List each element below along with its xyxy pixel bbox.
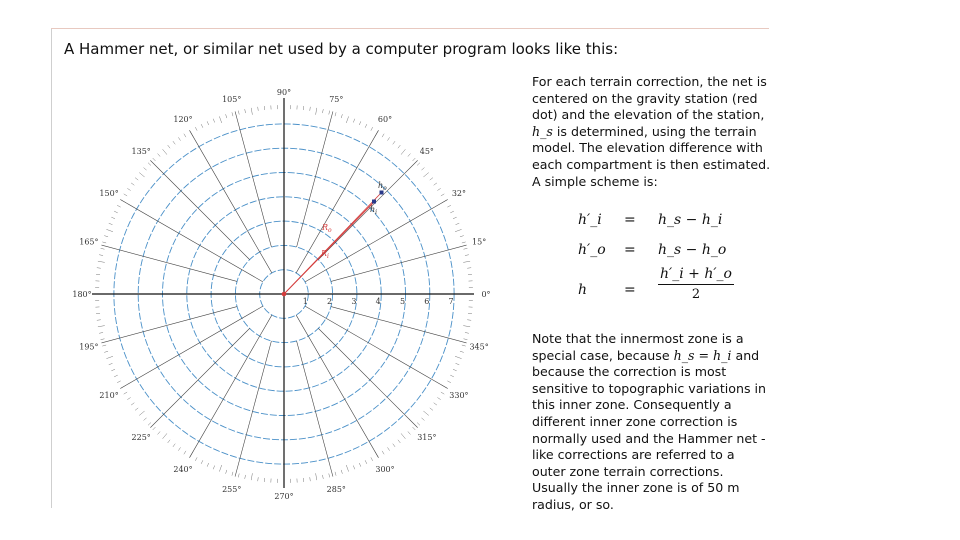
rim-tick <box>98 261 105 262</box>
rim-tick <box>195 127 197 131</box>
angle-label-15: 225° <box>131 432 151 442</box>
rim-tick <box>109 223 113 224</box>
inner-radius-label: $R_i$ <box>321 249 329 260</box>
equation-outer-rhs: h_s − h_o <box>658 242 727 258</box>
rim-tick <box>124 392 127 394</box>
rim-tick <box>464 339 468 340</box>
angle-label-0: 0° <box>481 290 491 299</box>
station-elevation-symbol: h_s <box>532 123 553 139</box>
rim-tick <box>117 381 121 383</box>
rim-tick <box>353 466 354 470</box>
equation-average-lhs: h <box>578 282 588 298</box>
angle-label-2: 32° <box>451 189 467 198</box>
angle-label-19: 285° <box>326 485 346 495</box>
spoke-13 <box>101 307 237 343</box>
rim-tick <box>104 351 108 352</box>
paragraph-method <box>532 74 772 190</box>
rim-tick <box>195 457 197 461</box>
rim-tick <box>387 447 389 450</box>
rim-tick <box>460 236 464 237</box>
rim-tick <box>382 451 384 454</box>
radius-label-2: 2 <box>327 297 333 306</box>
equation-outer <box>572 236 772 266</box>
spoke-23 <box>331 307 467 343</box>
rim-tick <box>213 119 214 123</box>
radius-label-7: 7 <box>448 297 454 306</box>
station-markers <box>282 181 387 296</box>
inner-zone-expression: h_s = h_i <box>673 347 732 363</box>
rim-tick <box>117 205 121 207</box>
radius-label-3: 3 <box>351 297 357 306</box>
rim-tick <box>251 108 252 115</box>
rim-tick <box>106 229 113 231</box>
angle-label-1: 15° <box>472 237 487 247</box>
paragraph-inner-zone <box>532 331 772 514</box>
rim-tick <box>111 369 115 371</box>
rim-tick <box>441 194 444 196</box>
rim-tick <box>135 408 138 410</box>
angle-label-4: 60° <box>377 115 393 125</box>
paragraph-method-part2: is determined, using the terrain model. The elevation difference with each compartment is then estimated. A simple scheme is: <box>532 123 771 189</box>
rim-tick <box>245 475 246 479</box>
radius-label-1: 1 <box>302 297 308 306</box>
angle-label-18: 270° <box>274 492 294 501</box>
rim-tick <box>322 475 323 479</box>
rim-tick <box>245 109 246 113</box>
rim-tick <box>423 411 428 415</box>
rim-tick <box>232 472 233 476</box>
rim-tick <box>97 320 101 321</box>
angle-label-10: 150° <box>99 189 119 198</box>
equation-outer-lhs: h′_o <box>578 242 606 258</box>
fraction-denominator: 2 <box>691 287 701 302</box>
rim-tick <box>258 477 259 481</box>
rim-tick <box>106 356 113 358</box>
rim-tick <box>421 168 424 171</box>
rim-tick <box>401 433 405 438</box>
rim-tick <box>467 268 471 269</box>
rim-tick <box>359 121 361 125</box>
rim-tick <box>464 248 468 249</box>
rim-tick <box>447 205 451 207</box>
rim-tick <box>450 375 454 377</box>
spoke-7 <box>235 111 271 247</box>
rim-tick <box>413 427 416 430</box>
rim-tick <box>417 423 420 426</box>
rim-tick <box>393 444 395 447</box>
rim-tick <box>456 223 460 224</box>
rim-tick <box>219 116 221 123</box>
rim-tick <box>441 392 444 394</box>
rim-tick <box>413 158 416 161</box>
equation-inner-lhs: h′_i <box>578 212 602 228</box>
rim-tick <box>341 114 342 118</box>
rim-tick <box>467 320 471 321</box>
outer-radius-label: $R_o$ <box>322 223 332 234</box>
rim-tick <box>398 440 400 443</box>
paragraph-inner-zone-part1: Note that the innermost zone is a special case, because <box>532 331 744 363</box>
rim-tick <box>135 178 138 180</box>
rim-tick <box>316 108 317 115</box>
spoke-17 <box>235 341 271 477</box>
rim-tick <box>139 173 144 177</box>
rim-tick <box>465 332 469 333</box>
rim-tick <box>251 473 252 480</box>
fraction-bar <box>658 284 734 285</box>
angle-label-9: 135° <box>131 147 151 157</box>
rim-tick <box>465 255 469 256</box>
rim-tick <box>153 427 156 430</box>
rim-tick <box>359 463 361 467</box>
rim-tick <box>99 332 103 333</box>
angle-label-13: 195° <box>79 342 99 352</box>
angle-label-11: 165° <box>79 237 99 247</box>
rim-tick <box>371 127 373 131</box>
radius-label-5: 5 <box>399 297 406 306</box>
paragraph-inner-zone-part2: and because the correction is most sensitive to topographic variations in this inner zone. Consequently a different inner zone correction is normally used and the Hammer net - like corrections are referred to a outer zone terrain corrections. Usually the inner zone is of 50 m radius, or so. <box>532 347 767 512</box>
rim-tick <box>226 114 227 118</box>
rim-tick <box>158 431 161 434</box>
spoke-19 <box>297 341 333 477</box>
rim-tick <box>322 109 323 113</box>
spoke-1 <box>331 245 467 281</box>
rim-tick <box>102 345 106 346</box>
rim-tick <box>148 423 151 426</box>
rim-tick <box>184 451 186 454</box>
angle-label-16: 240° <box>173 464 193 474</box>
equation-inner <box>572 206 772 236</box>
rim-tick <box>447 381 451 383</box>
rim-tick <box>417 163 420 166</box>
spoke-11 <box>101 245 237 281</box>
rim-tick <box>310 107 311 111</box>
equation-inner-equals: = <box>624 212 636 228</box>
rim-tick <box>207 121 209 125</box>
rim-tick <box>365 124 367 128</box>
rim-tick <box>462 242 466 243</box>
fraction-numerator: h′_i + h′_o <box>660 266 732 282</box>
rim-tick <box>201 460 203 464</box>
rim-tick <box>124 194 127 196</box>
rim-tick <box>335 112 336 116</box>
rim-tick <box>401 149 405 154</box>
equation-average <box>572 266 772 310</box>
rim-tick <box>430 408 433 410</box>
rim-tick <box>462 345 466 346</box>
equation-outer-equals: = <box>624 242 636 258</box>
angle-label-3: 45° <box>419 147 434 157</box>
rim-tick <box>453 217 457 219</box>
rim-tick <box>101 339 105 340</box>
rim-tick <box>423 173 428 177</box>
rim-tick <box>346 465 348 472</box>
rim-tick <box>456 363 460 364</box>
rim-tick <box>434 403 437 405</box>
rim-tick <box>104 236 108 237</box>
angle-label-17: 255° <box>222 485 242 495</box>
angle-label-7: 105° <box>222 94 242 104</box>
rim-tick <box>111 217 115 219</box>
rim-tick <box>335 472 336 476</box>
angle-label-22: 330° <box>449 391 469 400</box>
rim-tick <box>101 248 105 249</box>
rim-tick <box>310 477 311 481</box>
equation-average-fraction <box>658 266 734 302</box>
rim-tick <box>450 211 454 213</box>
rim-tick <box>329 111 330 115</box>
rim-tick <box>127 397 130 399</box>
angle-label-8: 120° <box>173 115 193 125</box>
rim-tick <box>148 163 151 166</box>
rim-tick <box>201 124 203 128</box>
rim-tick <box>453 369 457 371</box>
radius-label-6: 6 <box>424 297 430 306</box>
radius-label-4: 4 <box>375 297 381 306</box>
rim-tick <box>329 474 330 478</box>
rim-tick <box>393 141 395 144</box>
slide-heading: A Hammer net, or similar net used by a computer program looks like this: <box>64 40 619 58</box>
rim-tick <box>184 134 186 137</box>
rim-tick <box>127 188 130 190</box>
rim-tick <box>232 112 233 116</box>
rim-tick <box>463 326 470 327</box>
rim-tick <box>213 466 214 470</box>
rim-tick <box>341 470 342 474</box>
rim-tick <box>238 474 239 478</box>
rim-tick <box>168 440 170 443</box>
equation-inner-rhs: h_s − h_i <box>658 212 723 228</box>
rim-tick <box>163 149 167 154</box>
rim-tick <box>98 326 105 327</box>
rim-tick <box>178 137 180 140</box>
rim-tick <box>353 119 354 123</box>
inner-point-label: $h_i$ <box>370 205 378 216</box>
rim-tick <box>463 261 470 262</box>
rim-tick <box>158 154 161 157</box>
rim-tick <box>382 134 384 137</box>
rim-tick <box>102 242 106 243</box>
rim-tick <box>163 433 167 438</box>
rim-tick <box>178 447 180 450</box>
outer-point-label: $h_o$ <box>378 181 387 192</box>
rim-tick <box>144 168 147 171</box>
rim-tick <box>421 418 424 421</box>
rim-tick <box>207 463 209 467</box>
rim-tick <box>114 375 118 377</box>
rim-tick <box>131 183 134 185</box>
angle-label-20: 300° <box>375 464 395 474</box>
angle-label-14: 210° <box>99 391 119 400</box>
rim-tick <box>398 145 400 148</box>
rim-tick <box>219 465 221 472</box>
angle-label-21: 315° <box>417 432 437 442</box>
rim-tick <box>365 460 367 464</box>
angle-label-12: 180° <box>72 290 92 299</box>
rim-tick <box>131 403 134 405</box>
rim-tick <box>430 178 433 180</box>
rim-tick <box>238 111 239 115</box>
rim-tick <box>258 107 259 111</box>
angle-label-23: 345° <box>469 342 489 352</box>
angle-label-5: 75° <box>329 94 344 104</box>
rim-tick <box>153 158 156 161</box>
rim-tick <box>437 188 440 190</box>
rim-tick <box>455 229 462 231</box>
rim-tick <box>437 397 440 399</box>
rim-tick <box>114 211 118 213</box>
rim-tick <box>387 137 389 140</box>
rim-tick <box>173 444 175 447</box>
rim-tick <box>99 255 103 256</box>
rim-tick <box>460 351 464 352</box>
rim-tick <box>144 418 147 421</box>
rim-tick <box>173 141 175 144</box>
rim-tick <box>316 473 317 480</box>
gravity-station-dot <box>282 292 287 297</box>
rim-tick <box>168 145 170 148</box>
rim-tick <box>346 116 348 123</box>
paragraph-method-part1: For each terrain correction, the net is centered on the gravity station (red dot) and the elevation of the station, <box>532 74 767 123</box>
inner-point-marker <box>372 200 376 204</box>
rim-tick <box>455 356 462 358</box>
angle-label-6: 90° <box>276 88 292 97</box>
rim-tick <box>408 154 411 157</box>
rim-tick <box>97 268 101 269</box>
rim-tick <box>139 411 144 415</box>
equation-average-equals: = <box>624 282 636 298</box>
rim-tick <box>109 363 113 364</box>
rim-tick <box>226 470 227 474</box>
rim-tick <box>434 183 437 185</box>
rim-tick <box>371 457 373 461</box>
rim-tick <box>408 431 411 434</box>
radius-labels <box>303 297 454 306</box>
